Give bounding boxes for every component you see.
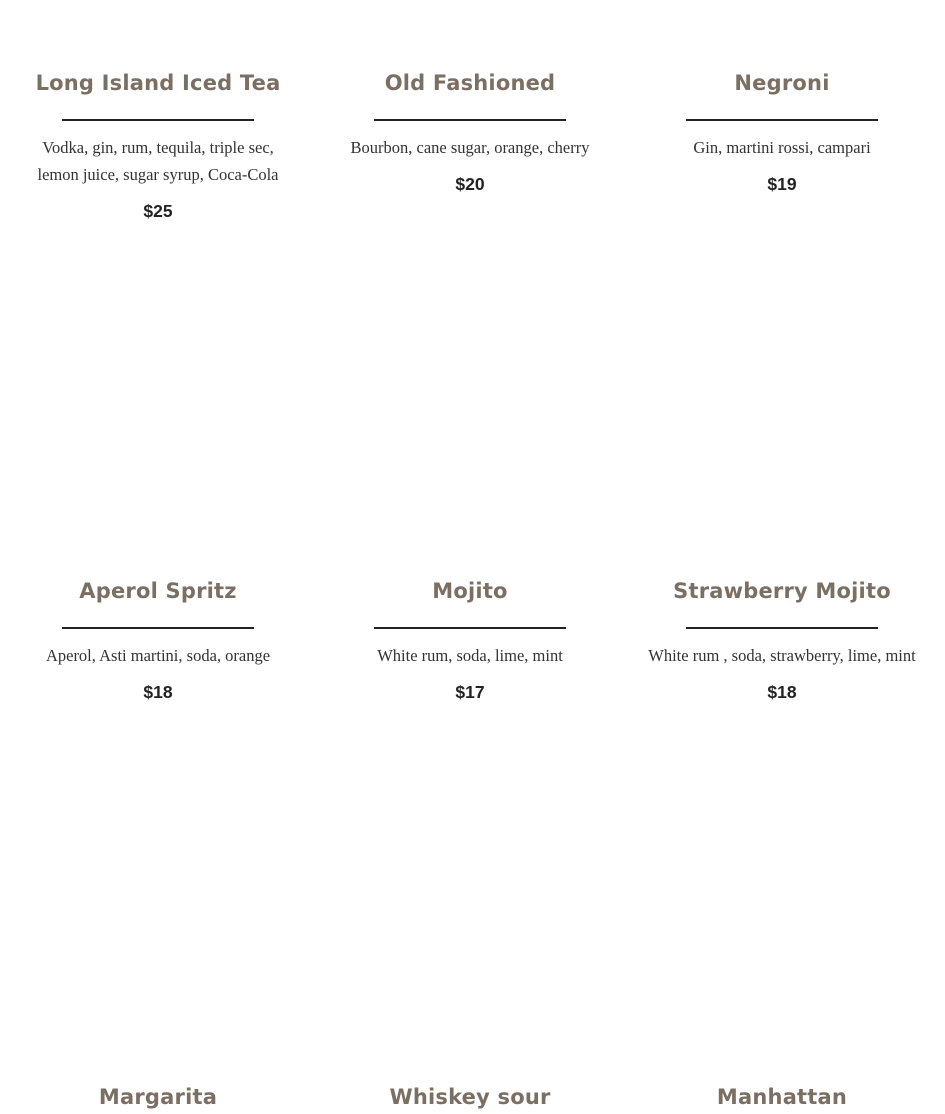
item-name: Mojito (432, 579, 508, 603)
item-price: $20 (455, 174, 485, 194)
item-price: $19 (767, 174, 797, 194)
item-divider (374, 627, 566, 629)
item-price: $25 (143, 201, 173, 221)
menu-item-whiskey-sour (314, 1080, 626, 1114)
item-name: Negroni (734, 71, 830, 95)
item-name: Aperol Spritz (79, 579, 237, 603)
item-divider (686, 119, 878, 121)
item-name: Old Fashioned (384, 71, 556, 95)
menu-item-margarita (2, 1080, 314, 1114)
menu-item-negroni (626, 66, 938, 223)
item-price: $18 (767, 682, 797, 702)
menu-row (0, 66, 945, 223)
menu-item-old-fashioned (314, 66, 626, 223)
item-price: $17 (455, 682, 485, 702)
item-divider (62, 119, 254, 121)
item-description: White rum, soda, lime, mint (377, 646, 563, 665)
item-description: White rum , soda, strawberry, lime, mint (648, 646, 916, 665)
item-divider (62, 627, 254, 629)
item-divider (374, 119, 566, 121)
item-description: Gin, martini rossi, campari (693, 138, 871, 157)
item-name: Whiskey sour (389, 1085, 551, 1109)
item-name: Manhattan (716, 1085, 848, 1109)
item-description: Bourbon, cane sugar, orange, cherry (350, 138, 590, 157)
menu-item-manhattan (626, 1080, 938, 1114)
menu-item-long-island-iced-tea (2, 66, 314, 223)
menu-item-aperol-spritz (2, 574, 314, 704)
item-price: $18 (143, 682, 173, 702)
item-divider (686, 627, 878, 629)
menu-row (0, 1080, 945, 1114)
menu-item-strawberry-mojito (626, 574, 938, 704)
item-name: Long Island Iced Tea (35, 71, 281, 95)
menu-item-mojito (314, 574, 626, 704)
item-description: Aperol, Asti martini, soda, orange (45, 646, 271, 665)
item-description: Vodka, gin, rum, tequila, triple sec, lemon juice, sugar syrup, Coca-Cola (37, 138, 279, 184)
item-name: Margarita (98, 1085, 218, 1109)
menu-row (0, 574, 945, 704)
item-name: Strawberry Mojito (673, 579, 891, 603)
